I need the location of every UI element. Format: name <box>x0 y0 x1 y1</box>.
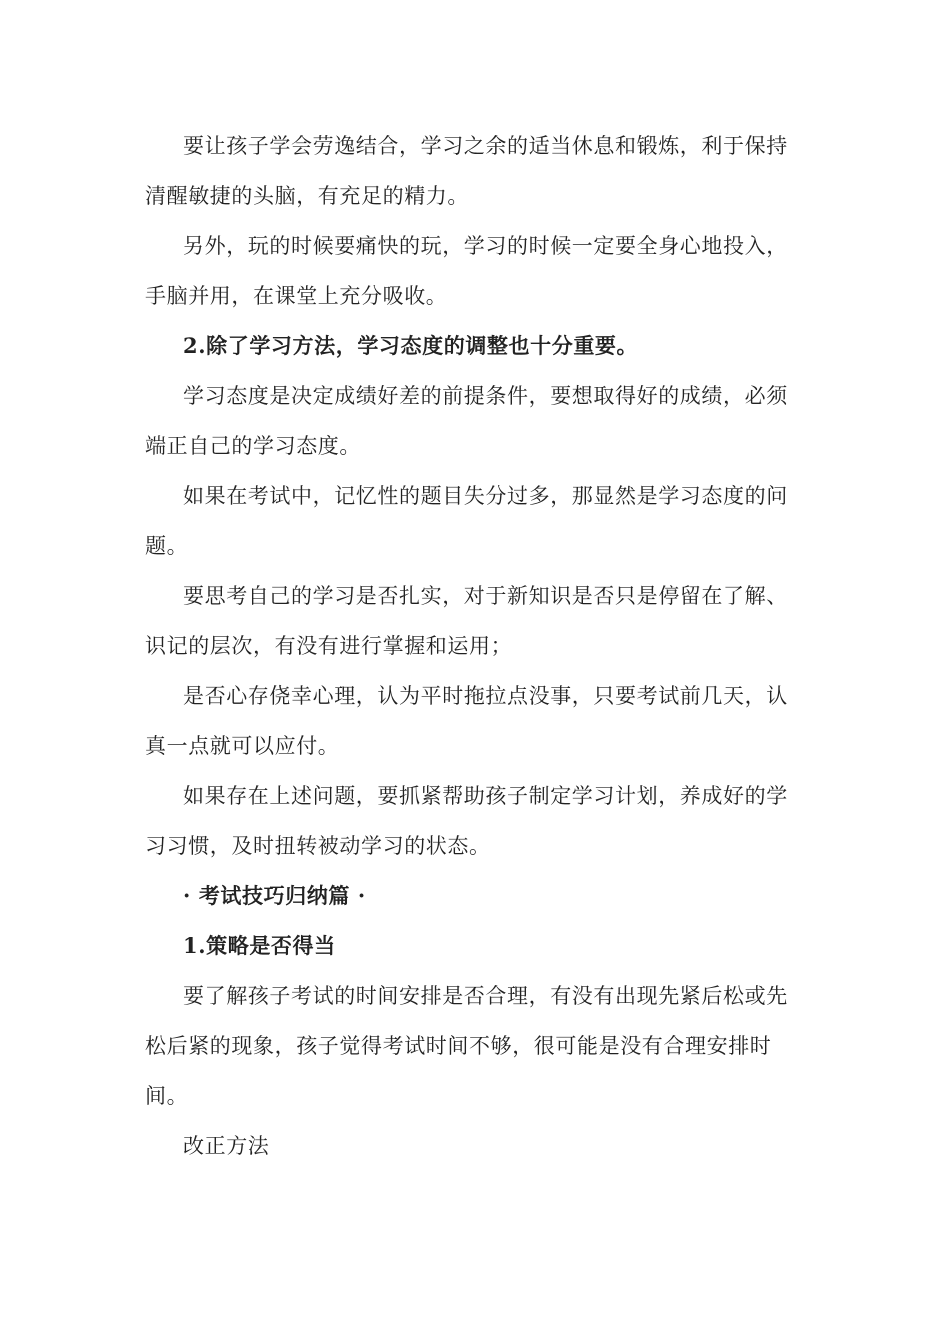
paragraph: 改正方法 <box>183 1134 270 1158</box>
paragraph: 要了解孩子考试的时间安排是否合理，有没有出现先紧后松或先松后紧的现象，孩子觉得考试时间不够，很可能是没有合理安排时间。 <box>145 984 788 1108</box>
section-title: · 考试技巧归纳篇 · <box>183 883 366 908</box>
document-body <box>145 121 795 1171</box>
paragraph: 如果在考试中，记忆性的题目失分过多，那显然是学习态度的问题。 <box>145 484 788 558</box>
paragraph: 学习态度是决定成绩好差的前提条件，要想取得好的成绩，必须端正自己的学习态度。 <box>145 384 788 458</box>
section-heading: 2.除了学习方法，学习态度的调整也十分重要。 <box>183 333 639 358</box>
paragraph: 另外，玩的时候要痛快的玩，学习的时候一定要全身心地投入，手脑并用，在课堂上充分吸收。 <box>145 234 788 308</box>
paragraph: 如果存在上述问题，要抓紧帮助孩子制定学习计划，养成好的学习习惯，及时扭转被动学习的状态。 <box>145 784 788 858</box>
subsection-heading: 1.策略是否得当 <box>183 933 336 958</box>
paragraph: 是否心存侥幸心理，认为平时拖拉点没事，只要考试前几天，认真一点就可以应付。 <box>145 684 788 758</box>
paragraph: 要让孩子学会劳逸结合，学习之余的适当休息和锻炼，利于保持清醒敏捷的头脑，有充足的精力。 <box>145 134 788 208</box>
paragraph: 要思考自己的学习是否扎实，对于新知识是否只是停留在了解、识记的层次，有没有进行掌握和运用； <box>145 584 788 658</box>
